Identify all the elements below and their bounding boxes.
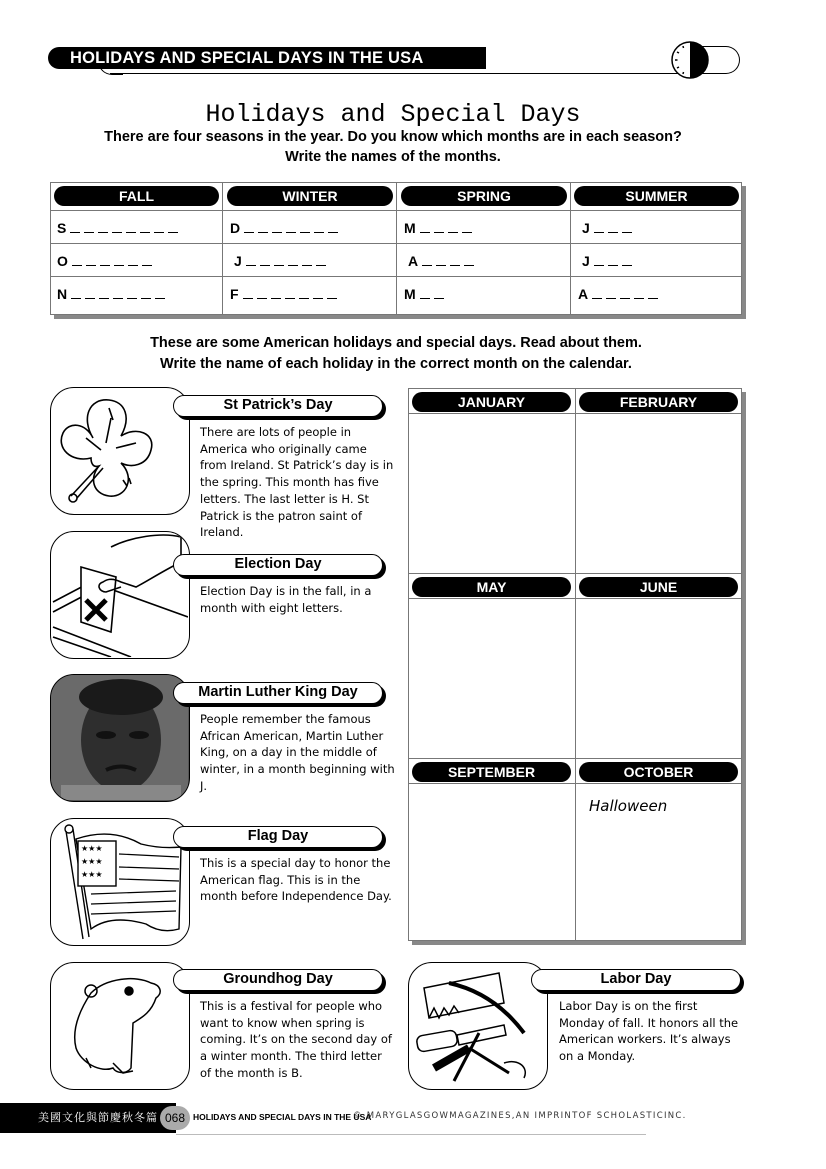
seasons-table xyxy=(50,182,742,315)
letter-blank xyxy=(434,286,444,299)
letter-blank xyxy=(272,220,282,233)
letter-blank xyxy=(634,286,644,299)
letter-blank xyxy=(113,286,123,299)
month-first-letter: J xyxy=(582,253,590,269)
footer-chinese-title: 美國文化與節慶秋冬篇 xyxy=(38,1111,158,1124)
header-banner: HOLIDAYS AND SPECIAL DAYS IN THE USA xyxy=(48,47,486,69)
tools-icon xyxy=(408,962,548,1090)
letter-blank xyxy=(328,220,338,233)
letter-blank xyxy=(100,253,110,266)
row-divider xyxy=(409,758,741,759)
season-answer-field[interactable] xyxy=(230,284,337,304)
letter-blank xyxy=(420,220,430,233)
footer-rule xyxy=(176,1134,646,1135)
season-header-summer: SUMMER xyxy=(574,186,739,206)
page-title: Holidays and Special Days xyxy=(205,100,581,129)
month-first-letter: O xyxy=(57,253,68,269)
intro-line-2: Write the names of the months. xyxy=(285,149,501,165)
portrait-photo xyxy=(50,674,190,802)
season-answer-field[interactable] xyxy=(578,284,658,304)
month-cell-february[interactable] xyxy=(586,424,736,564)
season-answer-field[interactable] xyxy=(57,284,165,304)
season-answer-field[interactable] xyxy=(57,251,152,271)
letter-blank xyxy=(420,286,430,299)
month-first-letter: J xyxy=(234,253,242,269)
card-title-flag-day: Flag Day xyxy=(173,826,383,848)
month-first-letter: M xyxy=(404,220,416,236)
page-number: 068 xyxy=(160,1106,190,1130)
header-rule xyxy=(110,73,700,74)
row-divider xyxy=(51,210,741,211)
shamrock-icon xyxy=(50,387,190,515)
letter-blank xyxy=(99,286,109,299)
row-divider xyxy=(409,413,741,414)
season-header-spring: SPRING xyxy=(401,186,567,206)
month-first-letter: N xyxy=(57,286,68,302)
letter-blank xyxy=(462,220,472,233)
month-header-september: SEPTEMBER xyxy=(412,762,571,782)
month-first-letter: A xyxy=(408,253,419,269)
letter-blank xyxy=(288,253,298,266)
letter-blank xyxy=(70,220,80,233)
month-cell-may[interactable] xyxy=(419,609,569,749)
month-header-january: JANUARY xyxy=(412,392,571,412)
column-divider xyxy=(396,183,397,314)
card-title-election-day: Election Day xyxy=(173,554,383,576)
card-text-st-patricks-day: There are lots of people in America who originally came from Ireland. St Patrick’s day is in the spring. This month has five letters. The last letter is H. St Patrick is the patron saint of Ireland. xyxy=(200,425,394,540)
letter-blank xyxy=(299,286,309,299)
season-answer-field[interactable] xyxy=(234,251,326,271)
letter-blank xyxy=(140,220,150,233)
letter-blank xyxy=(436,253,446,266)
letter-blank xyxy=(594,253,604,266)
letter-blank xyxy=(128,253,138,266)
instructions-line-2: Write the name of each holiday in the correct month on the calendar. xyxy=(160,356,632,372)
month-cell-september[interactable] xyxy=(419,797,569,937)
clock-icon xyxy=(671,41,709,79)
season-answer-field[interactable] xyxy=(582,251,632,271)
season-answer-field[interactable] xyxy=(57,218,178,238)
svg-text:★★★: ★★★ xyxy=(81,844,103,853)
letter-blank xyxy=(622,220,632,233)
svg-text:★★★: ★★★ xyxy=(81,870,103,879)
letter-blank xyxy=(314,220,324,233)
letter-blank xyxy=(620,286,630,299)
svg-text:★★★: ★★★ xyxy=(81,857,103,866)
month-first-letter: M xyxy=(404,286,416,302)
letter-blank xyxy=(316,253,326,266)
row-divider xyxy=(409,573,741,574)
card-title-labor-day: Labor Day xyxy=(531,969,741,991)
column-divider xyxy=(222,183,223,314)
letter-blank xyxy=(450,253,460,266)
card-text-election-day: Election Day is in the fall, in a month with eight letters. xyxy=(200,584,372,615)
letter-blank xyxy=(260,253,270,266)
card-title-groundhog-day: Groundhog Day xyxy=(173,969,383,991)
letter-blank xyxy=(327,286,337,299)
row-divider xyxy=(409,598,741,599)
card-title-st-patricks-day: St Patrick’s Day xyxy=(173,395,383,417)
column-divider xyxy=(575,389,576,940)
letter-blank xyxy=(313,286,323,299)
letter-blank xyxy=(300,220,310,233)
season-header-winter: WINTER xyxy=(227,186,393,206)
intro-line-1: There are four seasons in the year. Do you know which months are in each season? xyxy=(104,129,682,145)
letter-blank xyxy=(85,286,95,299)
letter-blank xyxy=(594,220,604,233)
letter-blank xyxy=(168,220,178,233)
month-first-letter: S xyxy=(57,220,67,236)
card-text-labor-day: Labor Day is on the first Monday of fall. It honors all the American workers. It’s always on a Monday. xyxy=(559,999,739,1064)
calendar-grid xyxy=(408,388,742,941)
month-cell-january[interactable] xyxy=(419,424,569,564)
letter-blank xyxy=(648,286,658,299)
groundhog-icon xyxy=(50,962,190,1090)
month-cell-june[interactable] xyxy=(586,609,736,749)
letter-blank xyxy=(422,253,432,266)
month-first-letter: A xyxy=(578,286,589,302)
column-divider xyxy=(570,183,571,314)
letter-blank xyxy=(114,253,124,266)
letter-blank xyxy=(127,286,137,299)
card-title-mlk-day: Martin Luther King Day xyxy=(173,682,383,704)
month-header-june: JUNE xyxy=(579,577,738,597)
row-divider xyxy=(51,243,741,244)
letter-blank xyxy=(257,286,267,299)
letter-blank xyxy=(246,253,256,266)
letter-blank xyxy=(258,220,268,233)
season-answer-field[interactable] xyxy=(230,218,338,238)
month-header-october: OCTOBER xyxy=(579,762,738,782)
footer-title: HOLIDAYS AND SPECIAL DAYS IN THE USA xyxy=(193,1112,372,1122)
instructions-line-1: These are some American holidays and special days. Read about them. xyxy=(150,335,642,351)
letter-blank xyxy=(86,253,96,266)
month-header-may: MAY xyxy=(412,577,571,597)
letter-blank xyxy=(608,220,618,233)
card-text-mlk-day: People remember the famous African American, Martin Luther King, on a day in the middle of winter, in a month beginning with J. xyxy=(200,712,395,793)
letter-blank xyxy=(126,220,136,233)
letter-blank xyxy=(154,220,164,233)
letter-blank xyxy=(286,220,296,233)
letter-blank xyxy=(84,220,94,233)
letter-blank xyxy=(606,286,616,299)
season-answer-field[interactable] xyxy=(582,218,632,238)
letter-blank xyxy=(608,253,618,266)
month-first-letter: D xyxy=(230,220,241,236)
season-answer-field[interactable] xyxy=(404,218,472,238)
month-first-letter: J xyxy=(582,220,590,236)
letter-blank xyxy=(141,286,151,299)
month-first-letter: F xyxy=(230,286,239,302)
card-text-groundhog-day: This is a festival for people who want to know when spring is coming. It’s on the second day of a winter month. The third letter of the month is B. xyxy=(200,999,392,1080)
letter-blank xyxy=(448,220,458,233)
letter-blank xyxy=(155,286,165,299)
season-header-fall: FALL xyxy=(54,186,219,206)
letter-blank xyxy=(274,253,284,266)
month-cell-october[interactable]: Halloween xyxy=(589,797,668,815)
letter-blank xyxy=(112,220,122,233)
month-header-february: FEBRUARY xyxy=(579,392,738,412)
letter-blank xyxy=(72,253,82,266)
letter-blank xyxy=(271,286,281,299)
letter-blank xyxy=(302,253,312,266)
letter-blank xyxy=(142,253,152,266)
row-divider xyxy=(409,783,741,784)
ballot-box-icon xyxy=(50,531,190,659)
us-flag-icon xyxy=(50,818,190,946)
season-answer-field[interactable] xyxy=(408,251,474,271)
card-text-flag-day: This is a special day to honor the American flag. This is in the month before Independence Day. xyxy=(200,856,392,904)
letter-blank xyxy=(98,220,108,233)
letter-blank xyxy=(434,220,444,233)
letter-blank xyxy=(622,253,632,266)
letter-blank xyxy=(592,286,602,299)
season-answer-field[interactable] xyxy=(404,284,444,304)
letter-blank xyxy=(243,286,253,299)
letter-blank xyxy=(244,220,254,233)
letter-blank xyxy=(285,286,295,299)
letter-blank xyxy=(71,286,81,299)
footer-copyright: © MARYGLASGOWMAGAZINES,AN IMPRINTOF SCHOLASTICINC. xyxy=(353,1111,687,1121)
row-divider xyxy=(51,276,741,277)
letter-blank xyxy=(464,253,474,266)
